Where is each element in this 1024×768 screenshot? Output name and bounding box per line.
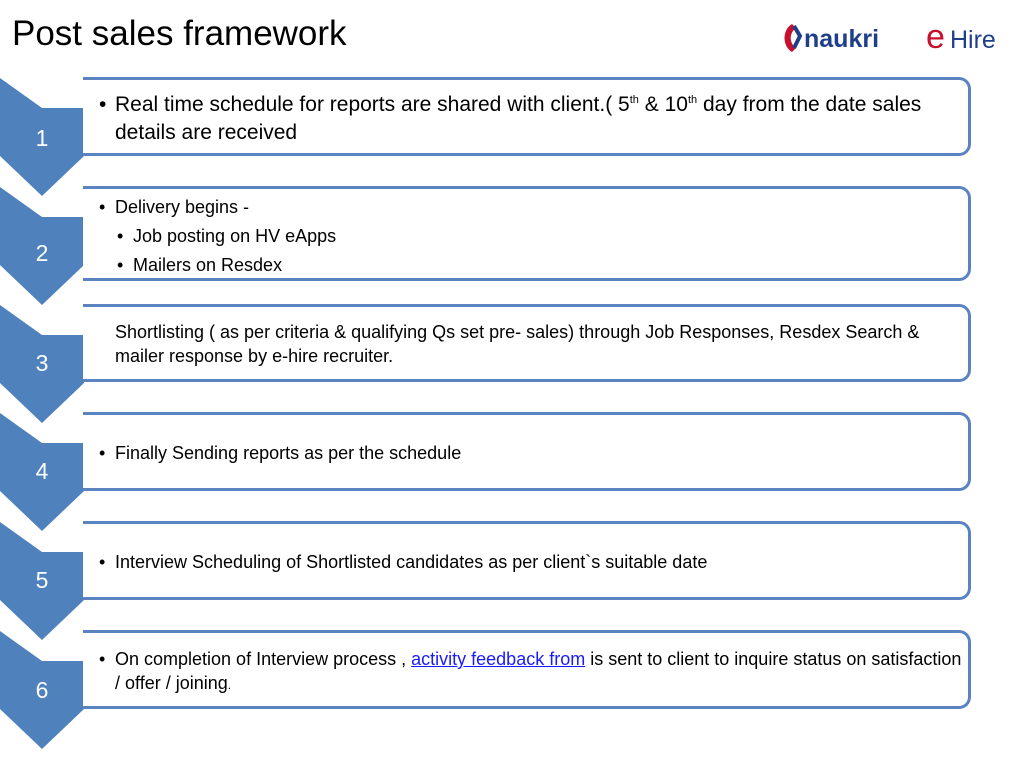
logo-text-naukri: naukri [804,25,880,53]
step-text-2: • Delivery begins - [99,197,250,217]
step-box-6 [83,630,971,709]
step-number-3: 3 [35,350,49,376]
slide-title: Post sales framework [12,14,347,53]
step-chevron-6 [0,631,84,749]
step-box-3 [83,304,971,382]
step-number-6: 6 [35,677,49,703]
svg-text:e: e [926,18,945,56]
activity-feedback-link[interactable]: activity feedback from [411,649,586,669]
step-chevron-1 [0,78,84,196]
naukri-ehire-logo [778,18,1014,58]
step-box-2 [83,186,971,281]
step-text-4: • Finally Sending reports as per the schedule [99,443,462,463]
step-subitem-1: • Job posting on HV eApps [117,226,337,246]
step-chevron-4 [0,413,84,531]
step-number-5: 5 [35,567,49,593]
step-subitem-2: • Mailers on Resdex [117,255,283,275]
logo-text-hire: Hire [950,26,996,54]
step-box-5 [83,521,971,600]
step-text-6: • On completion of Interview process , activity feedback from is sent to client to inquire status on satisfaction / offer / joining. [99,649,962,693]
step-number-1: 1 [35,125,49,151]
step-box-1 [83,77,971,156]
step-text-1: • Real time schedule for reports are shared with client.( 5th & 10th day from the date sales details are received [99,93,922,144]
step-chevron-3 [0,305,84,423]
step-box-4 [83,412,971,491]
step-text-3: Shortlisting ( as per criteria & qualifying Qs set pre- sales) through Job Responses, Resdex Search & mailer response by e-hire recruiter. [115,322,920,366]
step-chevron-5 [0,522,84,640]
step-number-2: 2 [35,240,49,266]
step-text-5: • Interview Scheduling of Shortlisted candidates as per client`s suitable date [99,552,708,572]
step-number-4: 4 [35,458,49,484]
step-chevron-2 [0,187,84,305]
